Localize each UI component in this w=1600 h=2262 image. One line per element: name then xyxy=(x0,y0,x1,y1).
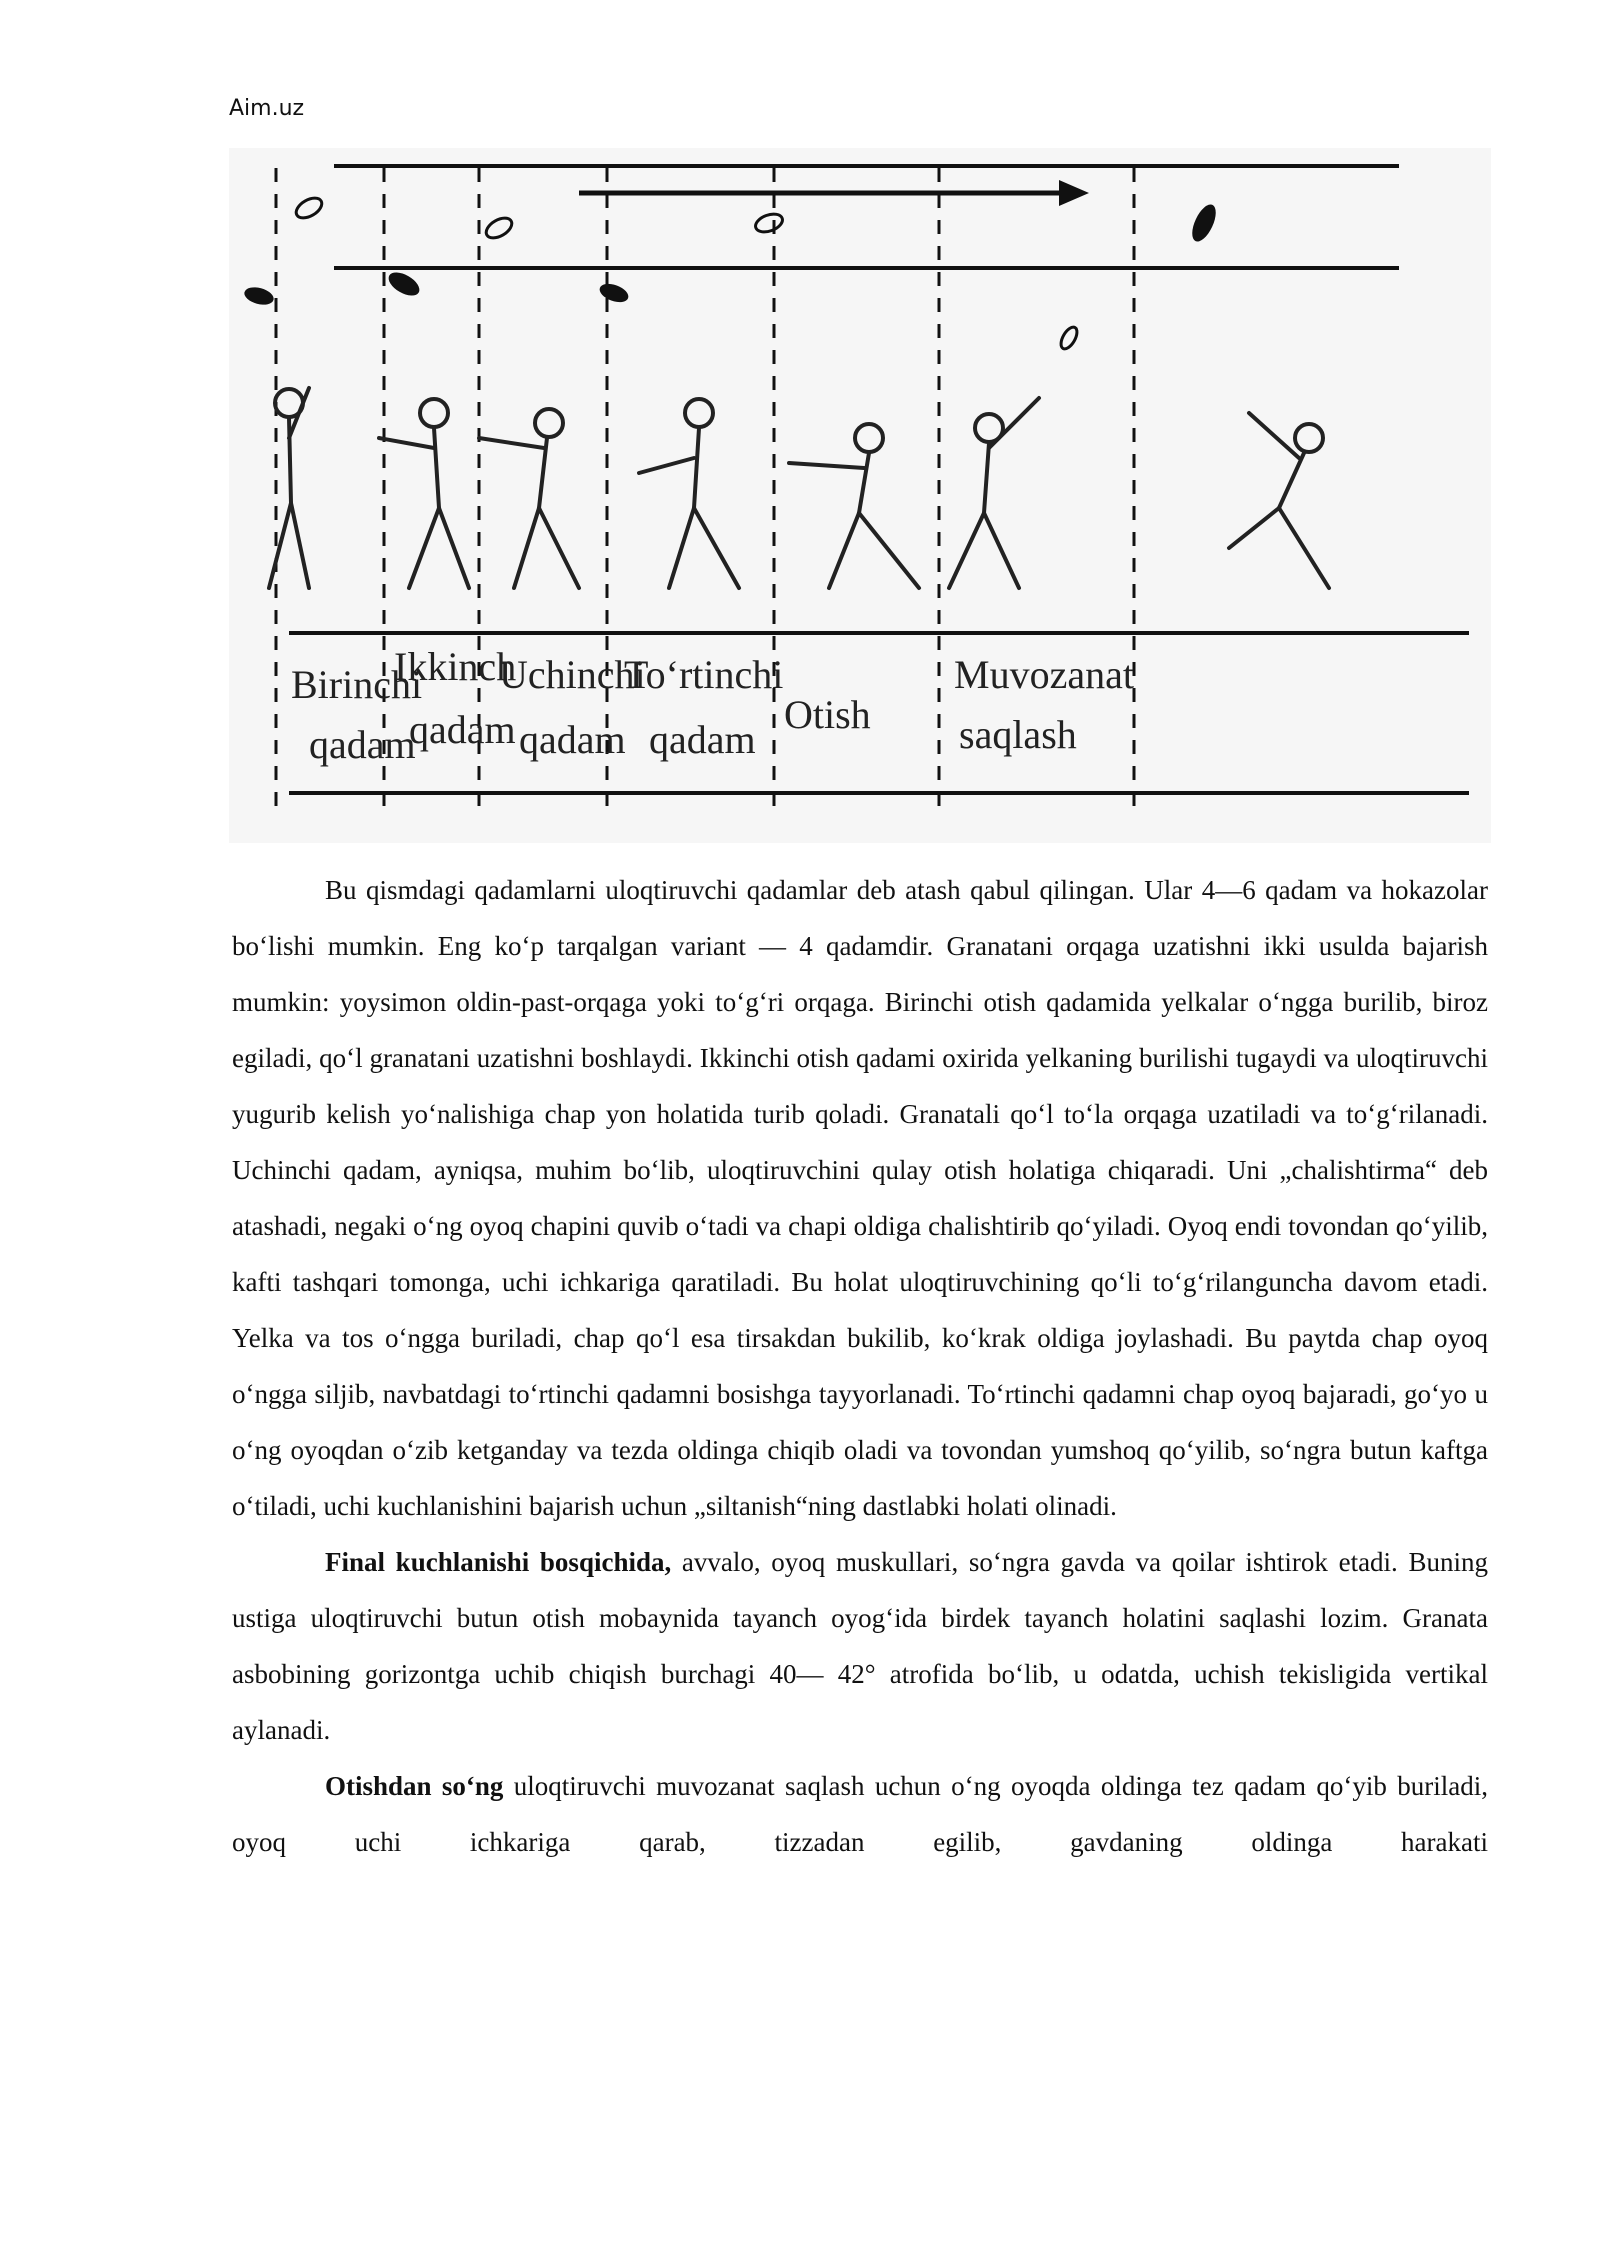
phase-6-line1: Muvozanat xyxy=(954,652,1134,697)
phase-3-line2: qadam xyxy=(519,717,626,762)
phase-1-line1: Birinchi xyxy=(291,662,423,707)
phase-2-line1: Ikkinch xyxy=(394,644,517,689)
phase-5-line1: Otish xyxy=(784,692,871,737)
site-header: Aim.uz xyxy=(229,96,305,121)
paragraph-2-text: avvalo, oyoq muskullari, so‘ngra gavda va qoilar ishtirok etadi. Buning ustiga uloqtiruvchi butun otish mobaynida tayanch oyog‘ida birdek tayanch holatini saqlashi lozim. Granata asbobining gorizontga uchib chiqish burchagi 40— 42° atrofida bo‘lib, u odatda, uchish tekisligida vertikal aylanadi. xyxy=(232,1547,1488,1745)
phase-4-line2: qadam xyxy=(649,717,756,762)
phase-1-line2: qadam xyxy=(309,722,416,767)
paragraph-1 xyxy=(232,862,1488,1534)
document-body xyxy=(232,862,1488,1870)
phase-6-line2: saqlash xyxy=(959,712,1077,757)
phase-4-line1: To‘rtinchi xyxy=(624,652,784,697)
javelin-throw-phases-figure xyxy=(229,148,1491,843)
paragraph-1-text: Bu qismdagi qadamlarni uloqtiruvchi qadamlar deb atash qabul qilingan. Ular 4—6 qadam va hokazolar bo‘lishi mumkin. Eng ko‘p tarqalgan variant — 4 qadamdir. Granatani orqaga uzatishni ikki usulda bajarish mumkin: yoysimon oldin-past-orqaga yoki to‘g‘ri orqaga. Birinchi otish qadamida yelkalar o‘ngga burilib, biroz egiladi, qo‘l granatani uzatishni boshlaydi. Ikkinchi otish qadami oxirida yelkaning burilishi tugaydi va uloqtiruvchi yugurib kelish yo‘nalishiga chap yon holatida turib qoladi. Granatali qo‘l to‘la orqaga uzatiladi va to‘g‘rilanadi. Uchinchi qadam, ayniqsa, muhim bo‘lib, uloqtiruvchini qulay otish holatiga chiqaradi. Uni „chalishtirma“ deb atashadi, negaki o‘ng oyoq chapini quvib o‘tadi va chapi oldiga chalishtirib qo‘yiladi. Oyoq endi tovondan qo‘yilib, kafti tashqari tomonga, uchi ichkariga qaratiladi. Bu holat uloqtiruvchining qo‘li to‘g‘rilanguncha davom etadi. Yelka va tos o‘ngga buriladi, chap qo‘l esa tirsakdan bukilib, ko‘krak oldiga joylashadi. Bu paytda chap oyoq o‘ngga siljib, navbatdagi to‘rtinchi qadamni bosishga tayyorlanadi. To‘rtinchi qadamni chap oyoq bajaradi, go‘yo u o‘ng oyoqdan o‘zib ketganday va tezda oldinga chiqib oladi va tovondan yumshoq qo‘yilib, so‘ngra butun kaftga o‘tiladi, uchi kuchlanishini bajarish uchun „siltanish“ning dastlabki holati olinadi. xyxy=(232,875,1488,1521)
paragraph-3 xyxy=(232,1758,1488,1870)
phase-3-line1: Uchinchi xyxy=(499,652,646,697)
paragraph-3-text: uloqtiruvchi muvozanat saqlash uchun o‘ng oyoqda oldinga tez qadam qo‘yib buriladi, oyoq uchi ichkariga qarab, tizzadan egilib, gavdaning oldinga harakati xyxy=(232,1771,1488,1857)
paragraph-2-bold-lead: Final kuchlanishi bosqichida, xyxy=(325,1547,672,1577)
phase-2-line2: qadam xyxy=(409,707,516,752)
paragraph-3-bold-lead: Otishdan so‘ng xyxy=(325,1771,504,1801)
paragraph-2 xyxy=(232,1534,1488,1758)
